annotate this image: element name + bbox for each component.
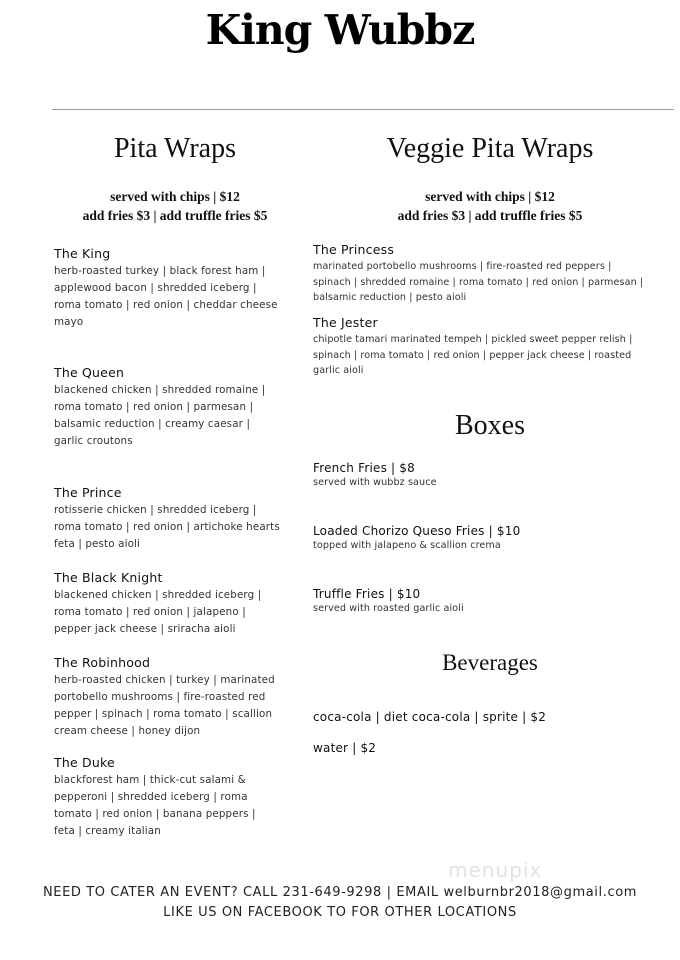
item-desc [54, 263, 278, 331]
beverage-sodas: coca-cola | diet coca-cola | sprite | $2 [313, 710, 547, 724]
restaurant-title: King Wubbz [205, 6, 475, 54]
item-name: Loaded Chorizo Queso Fries | $10 [313, 524, 521, 538]
desc-line: garlic croutons [54, 435, 133, 447]
desc-line: mayo [54, 316, 84, 328]
menu-item-the-prince [54, 485, 280, 553]
desc-line: rotisserie chicken | shredded iceberg | [54, 504, 257, 516]
item-desc: served with roasted garlic aioli [313, 603, 464, 614]
menu-item-the-black-knight [54, 570, 261, 638]
box-item-truffle-fries [313, 587, 464, 617]
desc-line: chipotle tamari marinated tempeh | pickled sweet pepper relish | [313, 334, 633, 345]
desc-line: spinach | roma tomato | red onion | pepper jack cheese | roasted [313, 349, 632, 361]
beverage-water: water | $2 [313, 741, 377, 755]
desc-line: blackforest ham | thick-cut salami & [54, 774, 246, 786]
desc-line: cream cheese | honey dijon [54, 725, 201, 737]
pita-wraps-heading: Pita Wraps [113, 133, 236, 164]
desc-line: roma tomato | red onion | cheddar cheese [54, 299, 278, 311]
veggie-wraps-heading: Veggie Pita Wraps [386, 133, 594, 164]
desc-line: herb-roasted chicken | turkey | marinated [54, 674, 275, 686]
item-name: The Robinhood [54, 655, 151, 670]
menu-item-the-queen [54, 365, 265, 450]
item-desc [54, 382, 265, 450]
boxes-heading: Boxes [455, 410, 525, 441]
desc-line: feta | pesto aioli [54, 538, 141, 550]
desc-line: roma tomato | red onion | jalapeno | [54, 606, 246, 618]
desc-line: herb-roasted turkey | black forest ham | [54, 265, 266, 277]
menu-item-the-robinhood [54, 655, 275, 740]
desc-line: garlic aioli [313, 365, 364, 376]
veggie-wraps-price-line1: served with chips | $12 [425, 189, 555, 204]
pita-wraps-price-line2: add fries $3 | add truffle fries $5 [82, 208, 268, 223]
item-name: Truffle Fries | $10 [313, 587, 421, 601]
desc-line: pepper jack cheese | sriracha aioli [54, 623, 236, 635]
desc-line: tomato | red onion | banana peppers | [54, 808, 256, 820]
header-divider [52, 109, 674, 110]
item-name: French Fries | $8 [313, 461, 415, 475]
menu-item-the-princess [313, 242, 643, 306]
item-desc [54, 672, 275, 740]
desc-line: pepperoni | shredded iceberg | roma [54, 791, 248, 803]
desc-line: feta | creamy italian [54, 825, 161, 837]
desc-line: spinach | shredded romaine | roma tomato | red onion | parmesan | [313, 276, 644, 288]
menupix-watermark: menupix [448, 858, 543, 882]
menu-item-the-duke [54, 755, 256, 840]
menu-item-the-king [54, 246, 278, 331]
desc-line: balsamic reduction | creamy caesar | [54, 418, 251, 430]
desc-line: pepper | spinach | roma tomato | scallion [54, 708, 273, 720]
desc-line: portobello mushrooms | fire-roasted red [54, 691, 266, 703]
menu-item-the-jester [313, 315, 632, 379]
pita-wraps-price-line1: served with chips | $12 [110, 189, 240, 204]
item-name: The Jester [313, 315, 378, 330]
item-name: The Prince [54, 485, 122, 500]
desc-line: blackened chicken | shredded romaine | [54, 384, 266, 396]
item-desc: topped with jalapeno & scallion crema [313, 540, 501, 551]
item-name: The Queen [54, 365, 125, 380]
item-desc [54, 502, 280, 553]
box-item-loaded-chorizo [313, 524, 520, 554]
item-name: The King [54, 246, 111, 261]
item-name: The Duke [54, 755, 115, 770]
box-item-french-fries [313, 461, 437, 491]
item-name: The Black Knight [54, 570, 163, 585]
item-desc: served with wubbz sauce [313, 477, 437, 488]
desc-line: blackened chicken | shredded iceberg | [54, 589, 262, 601]
desc-line: roma tomato | red onion | artichoke hearts [54, 521, 280, 533]
item-name: The Princess [313, 242, 395, 257]
footer-catering: NEED TO CATER AN EVENT? CALL 231-649-9298 | EMAIL welburnbr2018@gmail.com [42, 885, 638, 900]
footer-facebook: LIKE US ON FACEBOOK TO FOR OTHER LOCATIONS [163, 905, 517, 920]
desc-line: applewood bacon | shredded iceberg | [54, 282, 257, 294]
beverages-heading: Beverages [442, 650, 538, 675]
desc-line: roma tomato | red onion | parmesan | [54, 401, 254, 413]
item-desc [54, 772, 256, 840]
item-desc [54, 587, 261, 638]
desc-line: marinated portobello mushrooms | fire-roasted red peppers | [313, 261, 612, 272]
desc-line: balsamic reduction | pesto aioli [313, 292, 467, 303]
veggie-wraps-price [350, 187, 630, 225]
item-desc [313, 332, 632, 379]
veggie-wraps-price-line2: add fries $3 | add truffle fries $5 [397, 208, 583, 223]
pita-wraps-price [40, 187, 310, 225]
item-desc [313, 259, 643, 306]
